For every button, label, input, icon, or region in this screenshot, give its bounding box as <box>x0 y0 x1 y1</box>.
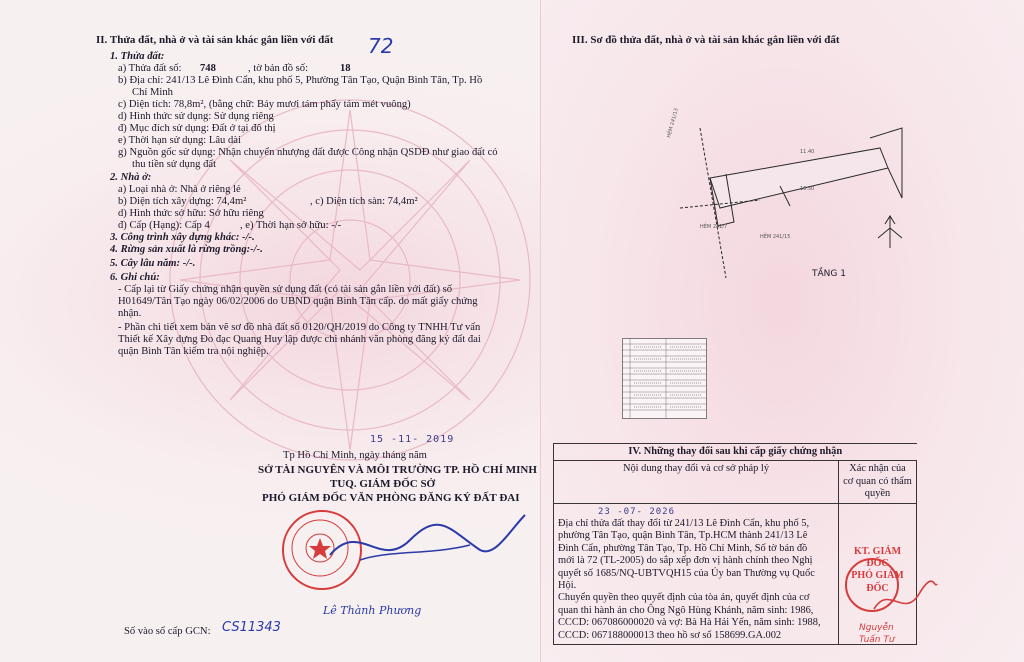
svg-text:HẺM 241/15: HẺM 241/15 <box>760 234 791 240</box>
change-line: quyết số 1685/NQ-UBTVQH15 của Ủy ban Thường vụ Quốc <box>558 567 815 579</box>
note-line: H01649/Tân Tạo ngày 06/02/2006 do UBND quận Bình Tân cấp. do mất giấy chứng <box>118 296 478 307</box>
section-iii-title: III. Sơ đồ thửa đất, nhà ở và tài sản khác gắn liền với đất <box>572 34 840 46</box>
address-line-1: b) Địa chỉ: 241/13 Lê Đình Cẩn, khu phố 5, Phường Tân Tạo, Quận Bình Tân, Tp. Hồ <box>118 75 483 86</box>
place-and-date: Tp Hồ Chí Minh, ngày tháng năm <box>283 450 427 461</box>
notes-heading: 6. Ghi chú: <box>110 272 160 283</box>
note-line: - Cấp lại từ Giấy chứng nhận quyền sử dụng đất (có tài sản gắn liền với đất) số <box>118 284 453 295</box>
column-header-confirm: Xác nhận của cơ quan có thẩm quyền <box>839 461 917 503</box>
house-type: a) Loại nhà ở: Nhà ở riêng lẻ <box>118 184 241 195</box>
change-line: CCCD: 067188000013 theo hồ sơ số 158699.GA.002 <box>558 629 782 641</box>
address-line-2: Chí Minh <box>132 87 173 98</box>
change-line: quan thi hành án cho Ông Ngô Hùng Khánh, năm sinh: 1986, <box>558 604 814 616</box>
note-line: quận Bình Tân kiểm tra nội nghiệp. <box>118 346 269 357</box>
house-grade: đ) Cấp (Hạng): Cấp 4 <box>118 220 210 231</box>
svg-text:HẺM 241/7: HẺM 241/7 <box>700 224 728 230</box>
issuing-agency: SỞ TÀI NGUYÊN VÀ MÔI TRƯỜNG TP. HỒ CHÍ MINH <box>258 464 537 476</box>
change-line: mới là 72 (TL-2005) do sắp xếp đơn vị hành chính theo Nghị <box>558 555 813 567</box>
signer-name: Lê Thành Phương <box>323 604 422 617</box>
land-area: c) Diện tích: 78,8m², (bằng chữ: Bảy mươi tám phẩy tám mét vuông) <box>118 99 411 110</box>
house-ownership: d) Hình thức sở hữu: Sở hữu riêng <box>118 208 264 219</box>
other-works: 3. Công trình xây dựng khác: -/-. <box>110 232 255 243</box>
section-ii-title: II. Thửa đất, nhà ở và tài sản khác gắn liền với đất <box>96 34 334 46</box>
confirm-signer-name: Nguyễn Tuấn Tư <box>859 622 895 646</box>
handwritten-map-no: 72 <box>368 34 394 58</box>
house-heading: 2. Nhà ở: <box>110 172 152 183</box>
change-line: Đình Cẩn, phường Tân Tạo, Tp. Hồ Chí Minh, Số tờ bản đồ <box>558 542 808 554</box>
perennial-trees: 5. Cây lâu năm: -/-. <box>110 258 196 269</box>
house-ownership-term: , e) Thời hạn sở hữu: -/- <box>240 220 342 231</box>
note-line: nhận. <box>118 308 142 319</box>
note-line: Thiết kế Xây dựng Đo đạc Quang Huy lập được chi nhánh văn phòng đăng ký đất đai <box>118 334 481 345</box>
parcel-sketch <box>640 108 920 288</box>
change-line: CCCD: 067086000020 và vợ: Bà Hà Hải Yến, năm sinh: 1988, <box>558 617 821 629</box>
column-header-content: Nội dung thay đổi và cơ sở pháp lý <box>554 461 839 503</box>
land-use-form: d) Hình thức sử dụng: Sử dụng riêng <box>118 111 274 122</box>
land-use-purpose: đ) Mục đích sử dụng: Đất ở tại đô thị <box>118 123 276 134</box>
change-line: Chuyển quyền theo quyết định của tòa án, quyết định của cơ <box>558 592 810 604</box>
change-line: Hội. <box>558 580 577 592</box>
svg-text:11.40: 11.40 <box>800 149 815 155</box>
parcel-label: a) Thửa đất số: <box>118 63 182 74</box>
changes-table <box>553 443 917 645</box>
house-floor-area: , c) Diện tích sàn: 74,4m² <box>310 196 418 207</box>
map-sheet-number: 18 <box>340 63 351 74</box>
gcn-number: CS11343 <box>222 620 281 635</box>
confirm-title-2: PHÓ GIÁM ĐỐC <box>851 570 904 594</box>
note-line: - Phần chi tiết xem bản vẽ sơ đồ nhà đất số 0120/QH/2019 do Công ty TNHH Tư vấn <box>118 322 481 333</box>
land-origin-line-1: g) Nguồn gốc sử dụng: Nhận chuyển nhượng đất được Công nhận QSDĐ như giao đất có <box>118 147 498 158</box>
floor-label: TẦNG 1 <box>812 269 846 279</box>
parcel-number: 748 <box>200 63 216 74</box>
changes-title: IV. Những thay đổi sau khi cấp giấy chứng nhận <box>554 444 917 461</box>
page-fold <box>540 0 541 662</box>
change-line: Địa chỉ thửa đất thay đổi từ 241/13 Lê Đình Cẩn, khu phố 5, <box>558 518 810 530</box>
production-forest: 4. Rừng sản xuất là rừng trồng:-/-. <box>110 244 263 255</box>
tuq-director: TUQ. GIÁM ĐỐC SỞ <box>330 478 436 490</box>
gcn-label: Số vào sổ cấp GCN: <box>124 626 211 637</box>
signature-right <box>869 574 939 624</box>
house-built-area: b) Diện tích xây dựng: 74,4m² <box>118 196 247 207</box>
map-sheet-label: , tờ bản đồ số: <box>248 63 309 74</box>
svg-text:10.50: 10.50 <box>800 186 815 192</box>
change-date-stamp: 23 -07- 2026 <box>598 506 676 517</box>
svg-text:HẺM 241/13: HẺM 241/13 <box>666 108 680 139</box>
land-heading: 1. Thửa đất: <box>110 51 165 62</box>
land-use-term: e) Thời hạn sử dụng: Lâu dài <box>118 135 241 146</box>
coordinate-table <box>622 330 708 420</box>
change-line: phường Tân Tạo, quận Bình Tân, Tp.HCM thành 241/13 Lê <box>558 530 808 542</box>
signer-title: PHÓ GIÁM ĐỐC VĂN PHÒNG ĐĂNG KÝ ĐẤT ĐAI <box>262 492 520 504</box>
confirm-title-1: KT. GIÁM ĐỐC <box>853 545 902 570</box>
signature-left <box>320 500 530 580</box>
issue-date-stamp: 15 -11- 2019 <box>370 434 455 445</box>
land-origin-line-2: thu tiền sử dụng đất <box>132 159 217 170</box>
